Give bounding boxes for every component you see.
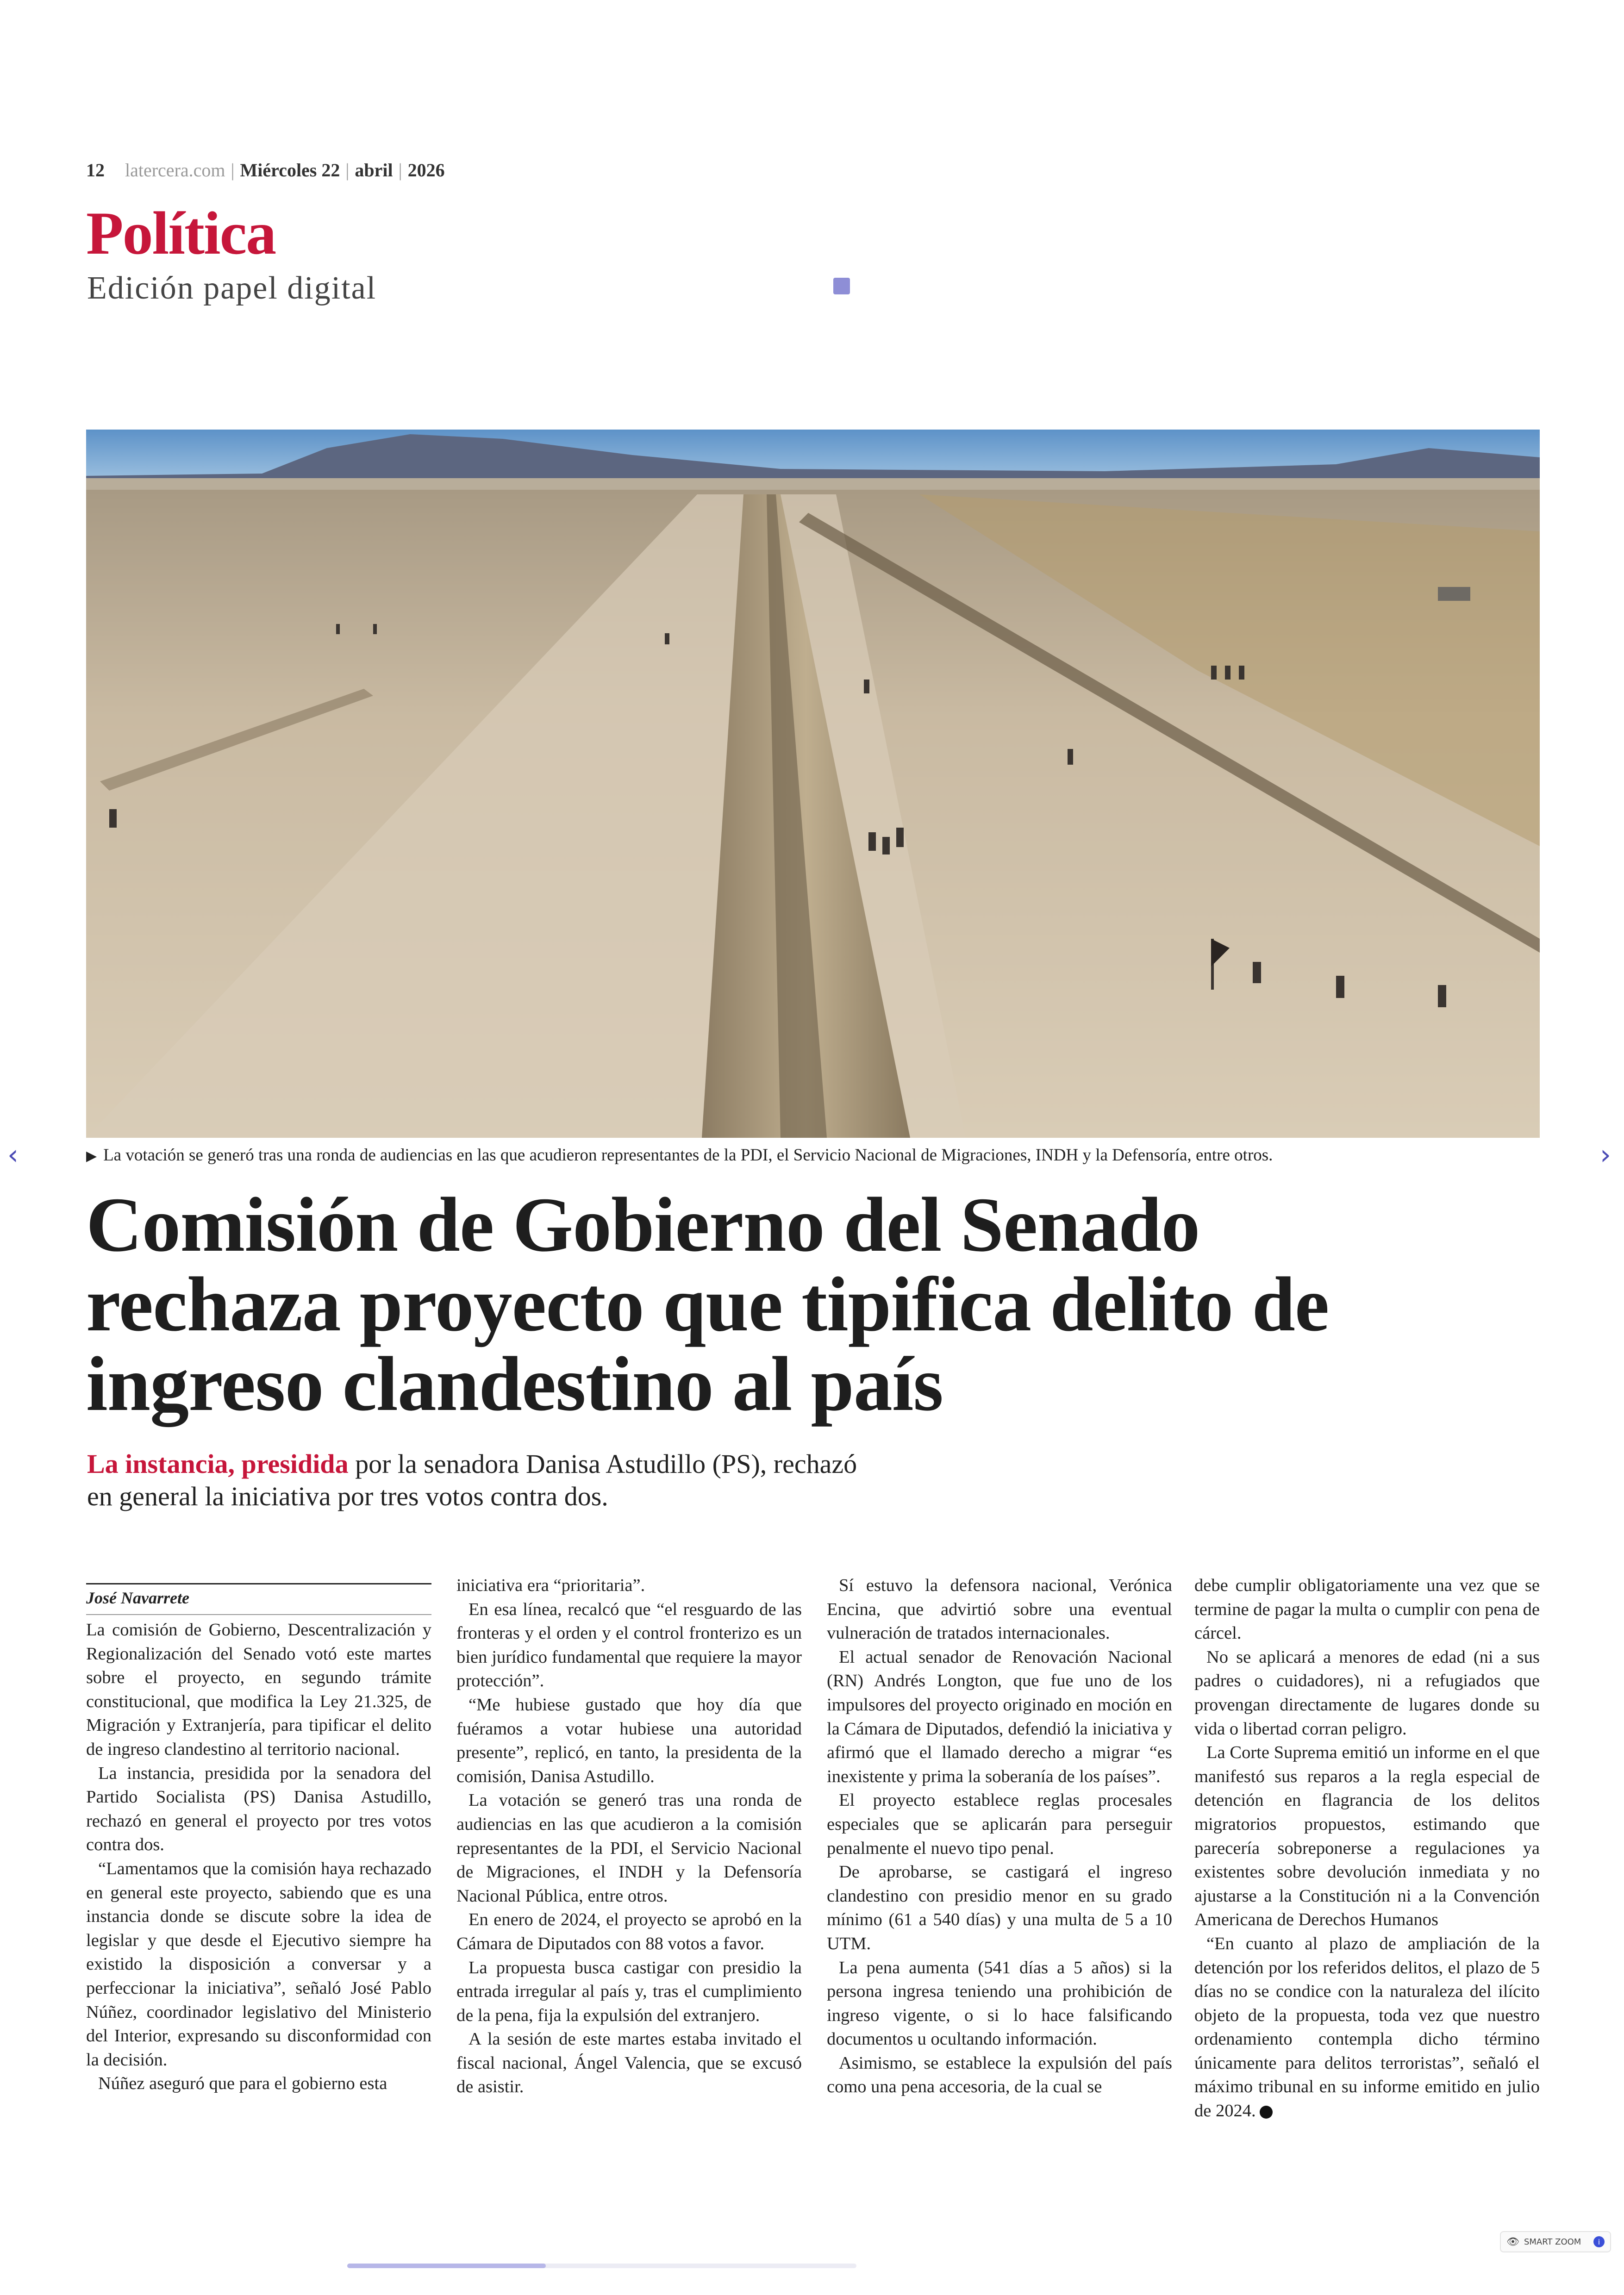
chevron-left-icon[interactable]: ‹ xyxy=(7,1139,19,1171)
deck-text: por la senadora Danisa Astudillo (PS), rechazó en general la iniciativa por tres votos contra dos. xyxy=(87,1449,857,1511)
paragraph: La instancia, presidida por la senadora del Partido Socialista (PS) Danisa Astudillo, rechazó en general el proyecto por tres votos contra dos. xyxy=(86,1763,431,1855)
caption-triangle-icon: ▶ xyxy=(86,1148,97,1164)
article-column-2 xyxy=(456,1574,802,2099)
article-headline: Comisión de Gobierno del Senado rechaza proyecto que tipifica delito de ingreso clandestino al país xyxy=(86,1182,1329,1427)
paragraph: La Corte Suprema emitió un informe en el que manifestó sus reparos a la regla especial de detención en flagrancia de los delitos migratorios propuestos, estimando que parecería sobreponerse a regulaciones ya existentes sobre devolución inmediata y no ajustarse a la Constitución ni a la Convención Americana de Derechos Humanos xyxy=(1194,1743,1540,1930)
edition-label: Edición papel digital xyxy=(87,270,377,306)
article-column-3 xyxy=(827,1574,1172,2099)
site-name: latercera.com xyxy=(125,160,225,181)
paragraph: A la sesión de este martes estaba invitado el fiscal nacional, Ángel Valencia, que se excusó de asistir. xyxy=(456,2029,802,2097)
eye-icon: 👁 xyxy=(1506,2236,1519,2248)
section-title: Política xyxy=(86,199,276,267)
paragraph: La votación se generó tras una ronda de audiencias en las que acudieron a la comisión representantes de la PDI, el Servicio Nacional de Migraciones, el INDH y la Defensoría Nacional Pública, entre otros. xyxy=(456,1790,802,1906)
paragraph: Asimismo, se establece la expulsión del país como una pena accesoria, de la cual se xyxy=(827,2053,1172,2097)
paragraph: En enero de 2024, el proyecto se aprobó en la Cámara de Diputados con 88 votos a favor. xyxy=(456,1910,802,1953)
page-marker[interactable] xyxy=(833,278,850,294)
paragraph: Sí estuvo la defensora nacional, Verónica Encina, que advirtió sobre una eventual vulneración de tratados internacionales. xyxy=(827,1576,1172,1643)
article-deck xyxy=(87,1448,874,1513)
smart-zoom-label: SMART ZOOM xyxy=(1524,2237,1581,2247)
deck-highlight: La instancia, presidida xyxy=(87,1449,349,1479)
article-column-1 xyxy=(86,1618,431,2096)
paragraph: “Me hubiese gustado que hoy día que fuéramos a votar hubiese una autoridad presente”, replicó, en tanto, la presidenta de la comisión, Danisa Astudillo. xyxy=(456,1695,802,1786)
paragraph: debe cumplir obligatoriamente una vez que se termine de pagar la multa o cumplir con pena de cárcel. xyxy=(1194,1576,1540,1643)
page-number: 12 xyxy=(86,160,105,181)
article-photo xyxy=(86,430,1540,1138)
paragraph: La propuesta busca castigar con presidio la entrada irregular al país y, tras el cumplimiento de la pena, fija la expulsión del extranjero. xyxy=(456,1958,802,2025)
info-icon[interactable]: i xyxy=(1593,2236,1605,2247)
byline: José Navarrete xyxy=(86,1583,431,1615)
paragraph: No se aplicará a menores de edad (ni a sus padres o cuidadores), ni a refugiados que provengan directamente de lugares donde su vida o libertad corran peligro. xyxy=(1194,1647,1540,1739)
issue-date: Miércoles 22 xyxy=(240,160,340,181)
caption-text: La votación se generó tras una ronda de audiencias en las que acudieron representantes de la PDI, el Servicio Nacional de Migraciones, INDH y la Defensoría, entre otros. xyxy=(103,1146,1273,1165)
paragraph: El proyecto establece reglas procesales especiales que se aplicarán para perseguir penalmente el nuevo tipo penal. xyxy=(827,1790,1172,1858)
border-trench-landscape xyxy=(86,430,1540,1138)
article-column-4 xyxy=(1194,1574,1540,2123)
folio: 12 latercera.com | Miércoles 22 | abril | 2026 xyxy=(86,160,445,181)
chevron-right-icon[interactable]: › xyxy=(1600,1139,1611,1171)
paragraph: iniciativa era “prioritaria”. xyxy=(456,1576,645,1595)
smart-zoom-button[interactable] xyxy=(1500,2231,1611,2252)
paragraph: De aprobarse, se castigará el ingreso clandestino con presidio menor en su grado mínimo (61 a 540 días) y una multa de 5 a 10 UTM. xyxy=(827,1862,1172,1953)
paragraph-text: “En cuanto al plazo de ampliación de la detención por los referidos delitos, el plazo de 5 días no se condice con la naturaleza del ilícito objeto de la propuesta, toda vez que nuestro ordenamiento contempla dicho término únicamente para delitos terroristas”, señaló el máximo tribunal en su informe emitido en julio de 2024. xyxy=(1194,1933,1540,2121)
paragraph xyxy=(1194,1932,1540,2123)
reading-progress-bar[interactable] xyxy=(347,2264,856,2268)
paragraph: En esa línea, recalcó que “el resguardo de las fronteras y el orden y el control fronterizo es un bien jurídico fundamental que requiere la mayor protección”. xyxy=(456,1599,802,1691)
paragraph: “Lamentamos que la comisión haya rechazado en general este proyecto, sabiendo que es una instancia donde se discute sobre la idea de legislar y que desde el Ejecutivo siempre ha existido la disposición a conversar y a perfeccionar la iniciativa”, señaló José Pablo Núñez, coordinador legislativo del Ministerio del Interior, expresando su disconformidad con la decisión. xyxy=(86,1858,431,2070)
paragraph: La comisión de Gobierno, Descentralización y Regionalización del Senado votó este martes sobre el proyecto, en segundo trámite constitucional, que modifica la Ley 21.325, de Migración y Extranjería, para tipificar el delito de ingreso clandestino al territorio nacional. xyxy=(86,1620,431,1759)
paragraph: El actual senador de Renovación Nacional (RN) Andrés Longton, que fue uno de los impulsores del proyecto originado en moción en la Cámara de Diputados, defendió la iniciativa y afirmó que el llamado derecho a migrar “es inexistente y prima la soberanía de los países”. xyxy=(827,1647,1172,1786)
photo-caption xyxy=(86,1145,1273,1165)
paragraph: Núñez aseguró que para el gobierno esta xyxy=(98,2074,387,2094)
issue-month: abril xyxy=(355,160,393,181)
paragraph: La pena aumenta (541 días a 5 años) si la persona ingresa teniendo una prohibición de ingreso vigente, o si lo hace falsificando documentos u ocultando información. xyxy=(827,1958,1172,2049)
reading-progress-fill xyxy=(347,2264,546,2268)
issue-year: 2026 xyxy=(407,160,445,181)
end-of-article-icon xyxy=(1260,2106,1273,2119)
